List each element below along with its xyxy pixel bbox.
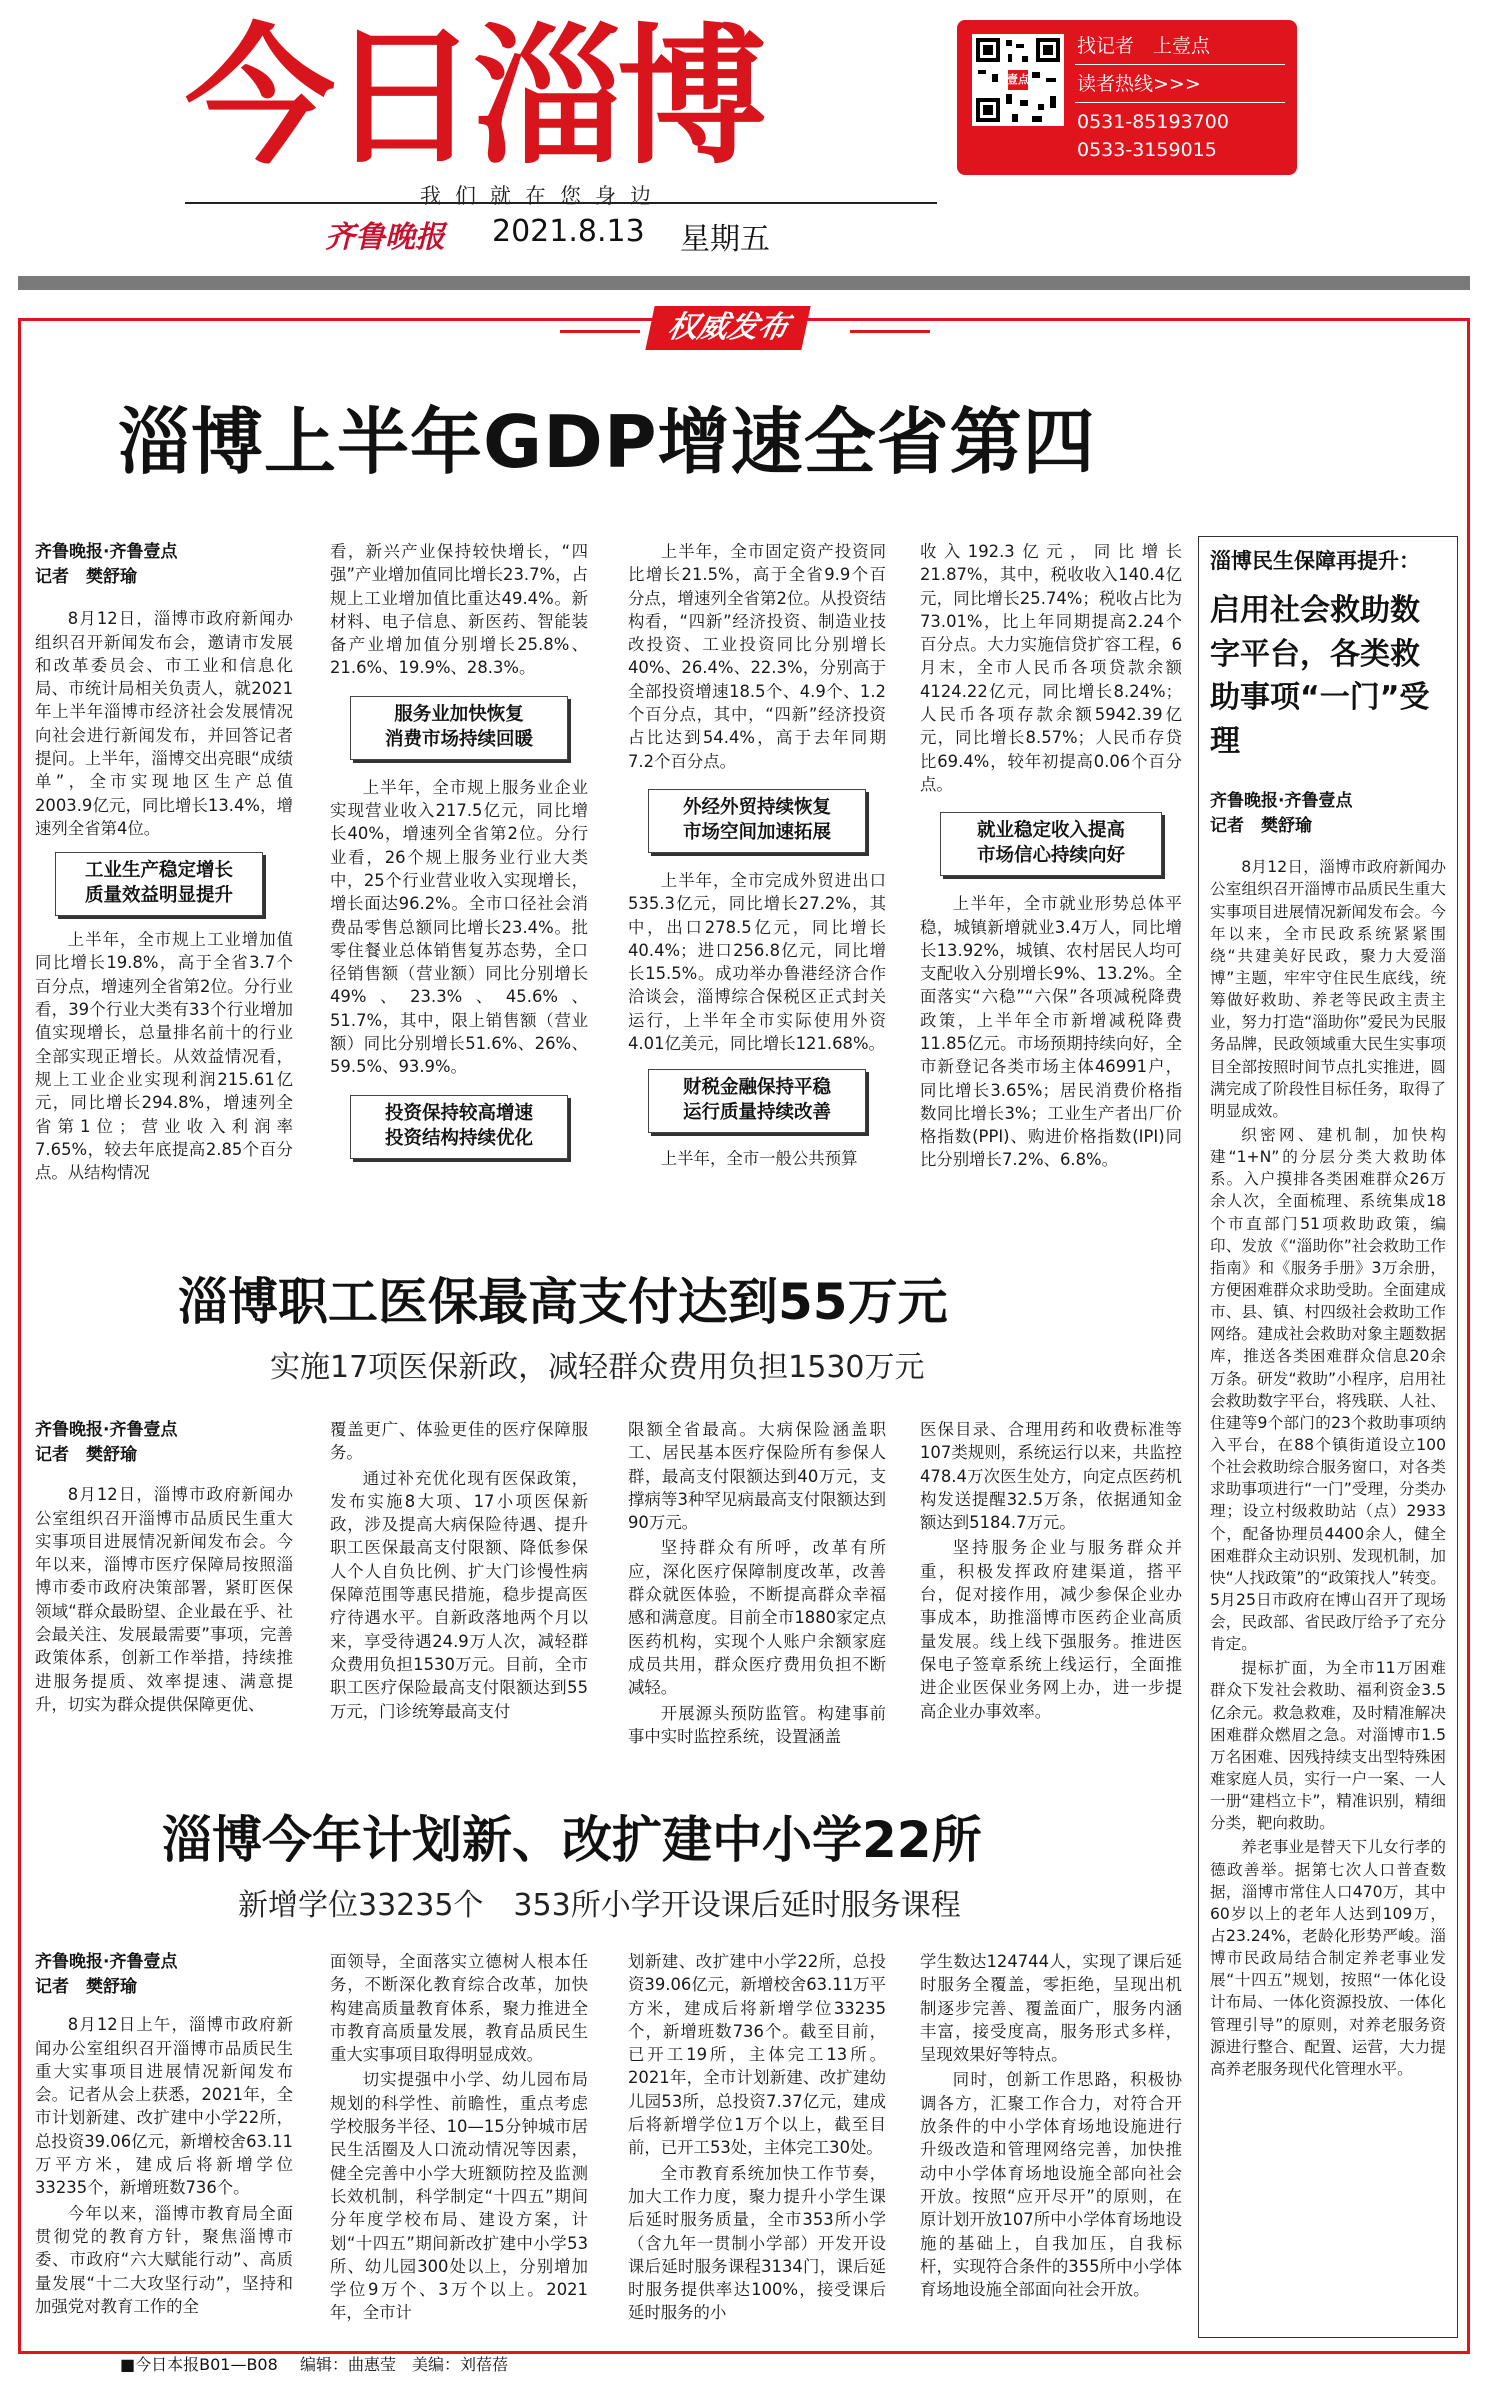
article3-byline-outlet: 齐鲁晚报·齐鲁壹点 <box>35 1952 178 1972</box>
article1-col4-para: 收入192.3亿元，同比增长21.87%，其中，税收收入140.4亿元，同比增长25.74%；税收占比为73.01%，比上年同期提高2.24个百分点。大力实施信贷扩容工程，6月末，全市人民币各项贷款余额4124.22亿元，同比增长8.24%；人民币各项存款余额5942.39亿元，同比增长8.57%；人民币存贷比69.4%，较年初提高0.06个百分点。 <box>920 542 1182 794</box>
article3-headline: 淄博今年计划新、改扩建中小学22所 <box>162 1811 982 1869</box>
hotline-rule <box>1075 64 1285 65</box>
article3-subhead: 新增学位33235个 353所小学开设课后延时服务课程 <box>238 1888 961 1923</box>
qr-label: 壹点 <box>1007 73 1029 86</box>
subhead-line: 质量效益明显提升 <box>84 885 233 907</box>
article1-col3-para: 上半年，全市固定资产投资同比增长21.5%，高于全省9.9个百分点，增速列全省第2位。从投资结构看，“四新”经济投资、制造业技改投资、工业投资同比分别增长40%、26.4%、22.3%，分别高于全部投资增速18.5个、4.9个、1.2个百分点，其中，“四新”经济投资占比达到54.4%，高于去年同期7.2个百分点。 <box>628 542 886 771</box>
article1-col2-para: 上半年，全市规上服务业企业实现营业收入217.5亿元，同比增长40%，增速列全省第2位。分行业看，26个规上服务业行业大类中，25个行业营业收入实现增长，增长面达96.2%。全市口径社会消费品零售总额同比增长23.4%。批零住餐业总体销售复苏态势，全口径销售额（营业额）同比分别增长49%、23.3%、45.6%、51.7%，其中，限上销售额（营业额）同比分别增长51.6%、26%、59.5%、93.9%。 <box>330 777 588 1077</box>
subhead-line: 市场空间加速拓展 <box>682 821 831 843</box>
qr-code-icon[interactable] <box>972 34 1064 126</box>
article2-col4-para: 坚持服务企业与服务群众并重，积极发挥政府建渠道，搭平台，促对接作用，减少参保企业办事成本，助推淄博市医药企业高质量发展。线上线下强服务。推进医保电子签章系统上线运行，全面推进企业医保业务网上办，进一步提高企业办事效率。 <box>920 1538 1182 1721</box>
subhead-line: 服务业加快恢复 <box>394 703 524 725</box>
issue-weekday: 星期五 <box>680 222 770 257</box>
article2-col4-para: 医保目录、合理用药和收费标准等107类规则，系统运行以来，共监控478.4万次医生处方，向定点医药机构发送提醒32.5万条，依据通知金额达到5184.7万元。 <box>920 1420 1182 1533</box>
article1-col1 <box>35 540 293 1186</box>
masthead-title: 今日淄博 <box>185 9 762 185</box>
subhead-line: 投资结构持续优化 <box>384 1127 533 1149</box>
paper-brand: 齐鲁晚报 <box>325 220 445 255</box>
article2-byline-reporter: 记者 樊舒瑜 <box>35 1444 137 1465</box>
article1-byline-reporter: 记者 樊舒瑜 <box>35 566 137 587</box>
subhead-line: 投资保持较高增速 <box>384 1102 533 1124</box>
article1-col2 <box>330 540 588 1159</box>
article3-byline-reporter: 记者 樊舒瑜 <box>35 1976 137 1997</box>
sidebar-para: 织密网、建机制，加快构建“1+N”的分层分类大救助体系。入户摸排各类困难群众26万余人次，全面梳理、系统集成18个市直部门51项救助政策，编印、发放《“淄助你”社会救助工作指南》和《服务手册》3万余册，方便困难群众求助受助。全面建成市、县、镇、村四级社会救助工作网络。建成社会救助对象主题数据库，推送各类困难群众信息20余万条。研发“救助”小程序，启用社会救助数字平台，将残联、人社、住建等9个部门的23个救助事项纳入平台，在88个镇街道设立100个社会救助综合服务窗口，对各类求助事项进行“一门”受理，分类办理；设立村级救助站（点）2933个，配备协理员4400余人，健全困难群众主动识别、发现机制，加快“人找政策”的“政策找人”转变。5月25日市政府在博山召开了现场会，民政部、省民政厅给予了充分肯定。 <box>1210 1125 1446 1654</box>
article2-col3-para: 坚持群众有所呼，改革有所应，深化医疗保障制度改革，改善群众就医体验，不断提高群众幸福感和满意度。目前全市1880家定点医药机构，实现个人账户余额家庭成员共用，群众医疗费用负担不断减轻。 <box>628 1538 886 1698</box>
article2-col2 <box>330 1418 588 1725</box>
sidebar <box>1210 545 1446 2082</box>
article3-col2 <box>330 1950 588 2327</box>
article1-subhead-investment <box>350 1095 568 1159</box>
subhead-line: 消费市场持续回暖 <box>384 728 533 750</box>
article1-col4-para: 上半年，全市就业形势总体平稳，城镇新增就业3.4万人，同比增长13.92%，城镇、农村居民人均可支配收入分别增长9%、13.2%。全面落实“六稳”“六保”各项减税降费政策，上半年全市新增减税降费11.85亿元。市场预期持续向好，全市新登记各类市场主体46991户，同比增长3.65%；居民消费价格指数同比增长3%；工业生产者出厂价格指数(PPI)、购进价格指数(IPI)同比分别增长7.2%、6.8%。 <box>920 894 1182 1170</box>
article1-subhead-finance <box>648 1069 866 1133</box>
hotline-phone-1: 0531-85193700 <box>1077 111 1229 133</box>
article1-subhead-industry <box>55 852 263 916</box>
contact-panel <box>957 20 1297 175</box>
article3-col1-para: 今年以来，淄博市教育局全面贯彻党的教育方针，聚焦淄博市委、市政府“六大赋能行动”、高质量发展“十二大攻坚行动”，坚持和加强党对教育工作的全 <box>35 2203 293 2316</box>
article1-headline: 淄博上半年GDP增速全省第四 <box>118 400 1096 484</box>
article3-col3-para: 全市教育系统加快工作节奏，加大工作力度，聚力提升小学生课后延时服务质量，全市353所小学（含九年一贯制小学部）开发开设课后延时服务课程3134门，课后延时服务提供率达100%，接受课后延时服务的小 <box>628 2163 886 2323</box>
article1-col4 <box>920 540 1182 1174</box>
article1-col2-para: 看，新兴产业保持较快增长，“四强”产业增加值同比增长23.7%，占规上工业增加值比重达49.4%。新材料、电子信息、新医药、智能装备产业增加值分别增长25.8%、21.6%、19.9%、28.3%。 <box>330 542 588 678</box>
article2-headline: 淄博职工医保最高支付达到55万元 <box>178 1273 948 1331</box>
subhead-line: 财税金融保持平稳 <box>682 1077 831 1099</box>
article2-col1-para: 8月12日，淄博市政府新闻办公室组织召开淄博市品质民生重大实事项目进展情况新闻发布会。今年以来，淄博市医疗保障局按照淄博市委市政府决策部署，紧盯医保领域“群众最盼望、企业最在乎、社会最关注、发展最需要”事项，完善政策体系，创新工作举措，持续推进服务提质、效率提速、满意提升，切实为群众提供保障更优、 <box>35 1485 293 1714</box>
issue-date: 2021.8.13 <box>492 214 645 249</box>
sidebar-para: 养老事业是替天下儿女行孝的德政善举。据第七次人口普查数据，淄博市常住人口470万，其中60岁以上的老年人达到109万，占23.24%，老龄化形势严峻。淄博市民政局结合制定养老事业发展“十四五”规划，按照“一体化设计布局、一体化资源投放、一体化管理引导”的原则，对养老服务资源进行整合、配置、运营，大力提高养老服务现代化管理水平。 <box>1210 1838 1446 2078</box>
hotline-rule-2 <box>1075 102 1285 103</box>
article3-col1 <box>35 1950 293 2320</box>
article2-col2-para: 通过补充优化现有医保政策，发布实施8大项、17小项医保新政，涉及提高大病保险待遇、提升职工医保最高支付限额、降低参保人个人自负比例、扩大门诊慢性病保障范围等惠民措施，稳步提高医疗待遇水平。自新政落地两个月以来，享受待遇24.9万人次，减轻群众费用负担1530万元。目前，全市职工医疗保险最高支付限额达到55万元，门诊统筹最高支付 <box>330 1468 588 1721</box>
article1-col3 <box>628 540 886 1173</box>
article1-col3-para: 上半年，全市完成外贸进出口535.3亿元，同比增长27.2%，其中，出口278.5亿元，同比增长40.4%；进口256.8亿元，同比增长15.5%。成功举办鲁港经济合作洽谈会，淄博综合保税区正式封关运行，上半年全市实际使用外资4.01亿美元，同比增长121.68%。 <box>628 870 886 1053</box>
section-badge: 权威发布 <box>645 306 810 350</box>
sidebar-title: 启用社会救助数字平台，各类救助事项“一门”受理 <box>1210 593 1430 759</box>
footer-pages: ■今日本报B01—B08 <box>120 2355 278 2374</box>
article2-subhead: 实施17项医保新政，减轻群众费用负担1530万元 <box>270 1350 925 1385</box>
masthead-slogan: 我们就在您身边 <box>420 184 665 208</box>
article3-col2-para: 面领导，全面落实立德树人根本任务，不断深化教育综合改革，加快构建高质量教育体系，聚力推进全市教育高质量发展，教育品质民生重大实事项目取得明显成效。 <box>330 1952 588 2065</box>
article1-col1-para: 8月12日，淄博市政府新闻办组织召开新闻发布会，邀请市发展和改革委员会、市工业和信息化局、市统计局相关负责人，就2021年上半年淄博市经济社会发展情况向社会进行新闻发布，并回答记者提问。上半年，淄博交出亮眼“成绩单”，全市实现地区生产总值2003.9亿元，同比增长13.4%，增速列全省第4位。 <box>35 609 293 838</box>
article3-col4-para: 学生数达124744人，实现了课后延时服务全覆盖，零拒绝，呈现出机制逐步完善、覆盖面广，服务内涵丰富，接受度高，服务形式多样，呈现效果好等特点。 <box>920 1952 1182 2065</box>
subhead-line: 外经外贸持续恢复 <box>682 796 831 818</box>
subhead-line: 就业稳定收入提高 <box>976 820 1125 842</box>
article1-col1-para: 上半年，全市规上工业增加值同比增长19.8%，高于全省3.7个百分点，增速列全省第2位。分行业看，39个行业大类有33个行业增加值实现增长，总量排名前十的行业全部实现正增长。从效益情况看，规上工业企业实现利润215.61亿元，同比增长294.8%，增速列全省第1位；营业收入利润率7.65%，较去年底提高2.85个百分点。从结构情况 <box>35 930 293 1183</box>
sidebar-kicker: 淄博民生保障再提升： <box>1210 549 1420 573</box>
article2-col1 <box>35 1418 293 1718</box>
footer-editor: 编辑：曲惠莹 美编：刘蓓蓓 <box>300 2355 509 2374</box>
article1-subhead-trade <box>648 789 866 853</box>
article1-subhead-employment <box>940 812 1162 876</box>
sidebar-para: 8月12日，淄博市政府新闻办公室组织召开淄博市品质民生重大实事项目进展情况新闻发布会。今年以来，全市民政系统紧紧围绕“共建美好民政，聚力大爱淄博”主题，牢牢守住民生底线，统筹做好救助、养老等民政主责主业，努力打造“淄助你”爱民为民服务品牌，民政领域重大民生实事项目全部按照时间节点扎实推进，圆满完成了阶段性目标任务，取得了明显成效。 <box>1210 858 1446 1120</box>
hotline-label: 读者热线>>> <box>1077 73 1201 95</box>
article3-col2-para: 切实提强中小学、幼儿园布局规划的科学性、前瞻性，重点考虑学校服务半径、10—15分钟城市居民生活圈及人口流动情况等因素，健全完善中小学大班额防控及监测长效机制，科学制定“十四五”期间分年度学校布局、建设方案，计划“十四五”期间新改扩建中小学53所、幼儿园300处以上，分别增加学位9万个、3万个以上。2021年，全市计 <box>330 2070 588 2323</box>
article3-col4 <box>920 1950 1182 2303</box>
article2-col2-para: 覆盖更广、体验更佳的医疗保障服务。 <box>330 1420 588 1463</box>
subhead-line: 市场信心持续向好 <box>976 845 1125 867</box>
article1-subhead-service <box>350 696 568 760</box>
subhead-line: 运行质量持续改善 <box>682 1102 831 1124</box>
article1-byline-outlet: 齐鲁晚报·齐鲁壹点 <box>35 542 178 562</box>
article2-col3 <box>628 1418 886 1750</box>
masthead-divider <box>18 276 1470 290</box>
section-badge-rule-left <box>560 330 640 333</box>
sidebar-para: 提标扩面，为全市11万困难群众下发社会救助、福利资金3.5亿余元。救急救难，及时精准解决困难群众燃眉之急。对淄博市1.5万名困难、因残持续支出型特殊困难家庭人员，实行一户一案、一人一册“建档立卡”，精准识别，精细分类，靶向救助。 <box>1210 1659 1446 1833</box>
section-badge-rule-right <box>850 330 930 333</box>
hotline-phone-2: 0533-3159015 <box>1077 139 1217 161</box>
article1-col3-para: 上半年，全市一般公共预算 <box>660 1149 858 1169</box>
article3-col3 <box>628 1950 886 2327</box>
article3-col3-para: 划新建、改扩建中小学22所，总投资39.06亿元，新增校舍63.11万平方米，建成后将新增学位33235个，新增班数736个。截至目前，已开工19所，主体完工13所。2021年，全市计划新建、改扩建幼儿园53所，总投资7.37亿元，建成后将新增学位1万个以上，截至目前，已开工53处，主体完工30处。 <box>628 1952 886 2158</box>
article2-col3-para: 开展源头预防监管。构建事前事中实时监控系统，设置涵盖 <box>628 1703 886 1746</box>
sidebar-byline-reporter: 记者 樊舒瑜 <box>1210 815 1312 836</box>
article2-byline-outlet: 齐鲁晚报·齐鲁壹点 <box>35 1420 178 1440</box>
article3-col1-para: 8月12日上午，淄博市政府新闻办公室组织召开淄博市品质民生重大实事项目进展情况新闻发布会。记者从会上获悉，2021年，全市计划新建、改扩建中小学22所，总投资39.06亿元，新增校舍63.11万平方米，建成后将新增学位33235个，新增班数736个。 <box>35 2015 293 2198</box>
article3-col4-para: 同时，创新工作思路，积极协调各方，汇聚工作合力，对符合开放条件的中小学体育场地设施进行升级改造和管理网络完善，加快推动中小学体育场地设施全部向社会开放。按照“应开尽开”的原则，在原计划开放107所中小学体育场地设施的基础上，自我加压，自我标杆，实现符合条件的355所中小学体育场地设施全部面向社会开放。 <box>920 2070 1182 2300</box>
contact-title: 找记者 上壹点 <box>1077 35 1211 57</box>
article2-col4 <box>920 1418 1182 1725</box>
subhead-line: 工业生产稳定增长 <box>84 860 233 882</box>
article2-col3-para: 限额全省最高。大病保险涵盖职工、居民基本医疗保险所有参保人群，最高支付限额达到40万元，支撑病等3种罕见病最高支付限额达到90万元。 <box>628 1420 886 1533</box>
sidebar-byline-outlet: 齐鲁晚报·齐鲁壹点 <box>1210 791 1353 811</box>
